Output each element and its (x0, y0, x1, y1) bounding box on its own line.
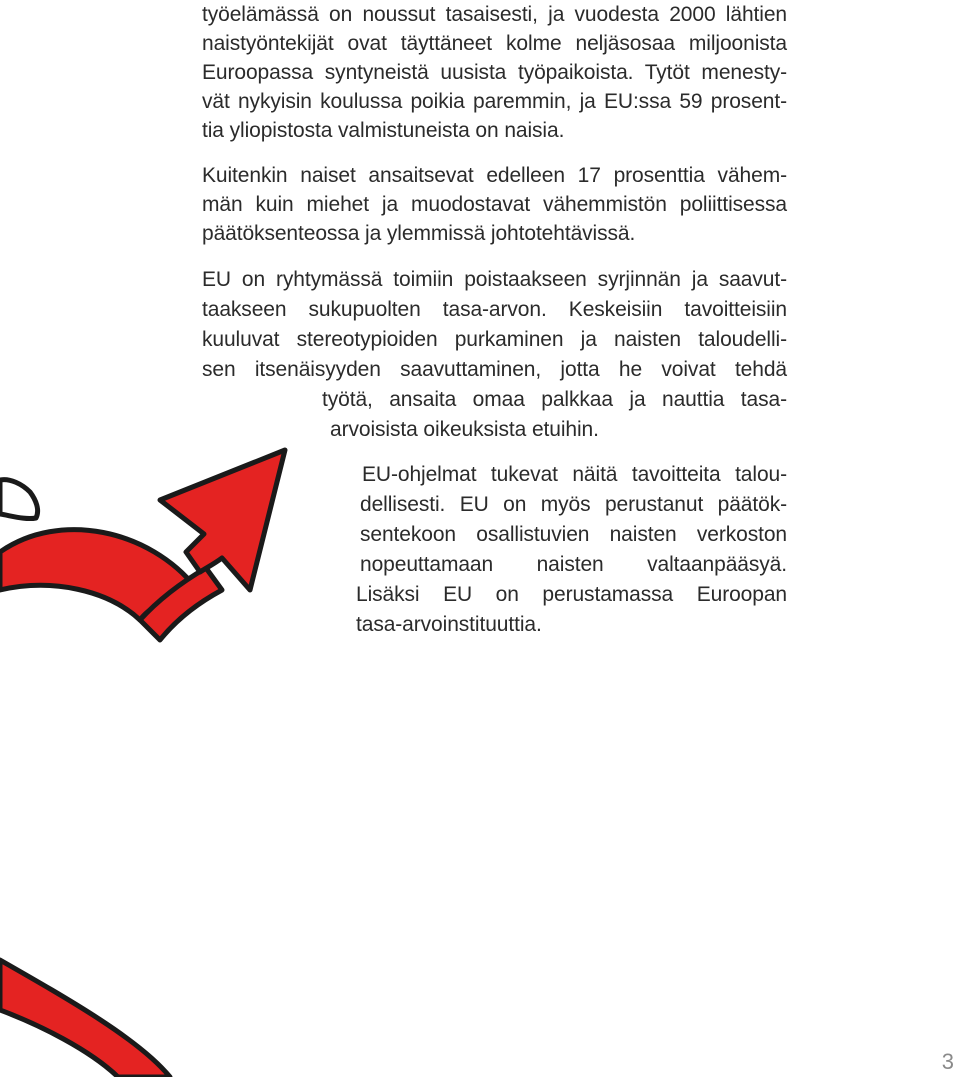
paragraph-1-line-4: vät nykyisin koulussa poikia paremmin, ja EU:ssa 59 prosent- (202, 90, 787, 113)
paragraph-2-line-1: Kuitenkin naiset ansaitsevat edelleen 17 prosenttia vähem- (202, 164, 787, 187)
symbol-ring-lower (0, 960, 170, 1077)
page-number: 3 (941, 1049, 954, 1074)
paragraph-3-line-5: työtä, ansaita omaa palkkaa ja nauttia tasa- (322, 388, 787, 411)
paragraph-1-line-1: työelämässä on noussut tasaisesti, ja vuodesta 2000 lähtien (202, 3, 787, 26)
paragraph-3-line-4: sen itsenäisyyden saavuttaminen, jotta he voivat tehdä (202, 358, 787, 381)
paragraph-3-line-1: EU on ryhtymässä toimiin poistaakseen syrjinnän ja saavut- (202, 268, 787, 291)
paragraph-2-line-3: päätöksenteossa ja ylemmissä johtotehtävissä. (202, 222, 636, 245)
paragraph-1-line-3: Euroopassa syntyneistä uusista työpaikoista. Tytöt menesty- (202, 61, 787, 84)
paragraph-3-line-2: taakseen sukupuolten tasa-arvon. Keskeisiin tavoitteisiin (202, 298, 787, 321)
paragraph-3-line-3: kuuluvat stereotypioiden purkaminen ja naisten taloudelli- (202, 328, 787, 351)
white-shape-fragment (0, 480, 38, 519)
male-gender-symbol-icon (0, 440, 310, 1077)
paragraph-3-line-6: arvoisista oikeuksista etuihin. (330, 418, 599, 441)
paragraph-4-line-5: Lisäksi EU on perustamassa Euroopan (356, 583, 787, 606)
paragraph-1-line-2: naistyöntekijät ovat täyttäneet kolme neljäsosaa miljoonista (202, 32, 787, 55)
paragraph-4-line-1: EU-ohjelmat tukevat näitä tavoitteita talou- (362, 463, 787, 486)
paragraph-2-line-2: män kuin miehet ja muodostavat vähemmistön poliittisessa (202, 193, 787, 216)
paragraph-4-line-3: sentekoon osallistuvien naisten verkoston (360, 523, 787, 546)
paragraph-1-line-5: tia yliopistosta valmistuneista on naisia. (202, 119, 565, 142)
paragraph-4-line-4: nopeuttamaan naisten valtaanpääsyä. (360, 553, 787, 576)
paragraph-4-line-2: dellisesti. EU on myös perustanut päätök- (360, 493, 787, 516)
paragraph-4-line-6: tasa-arvoinstituuttia. (356, 613, 542, 636)
